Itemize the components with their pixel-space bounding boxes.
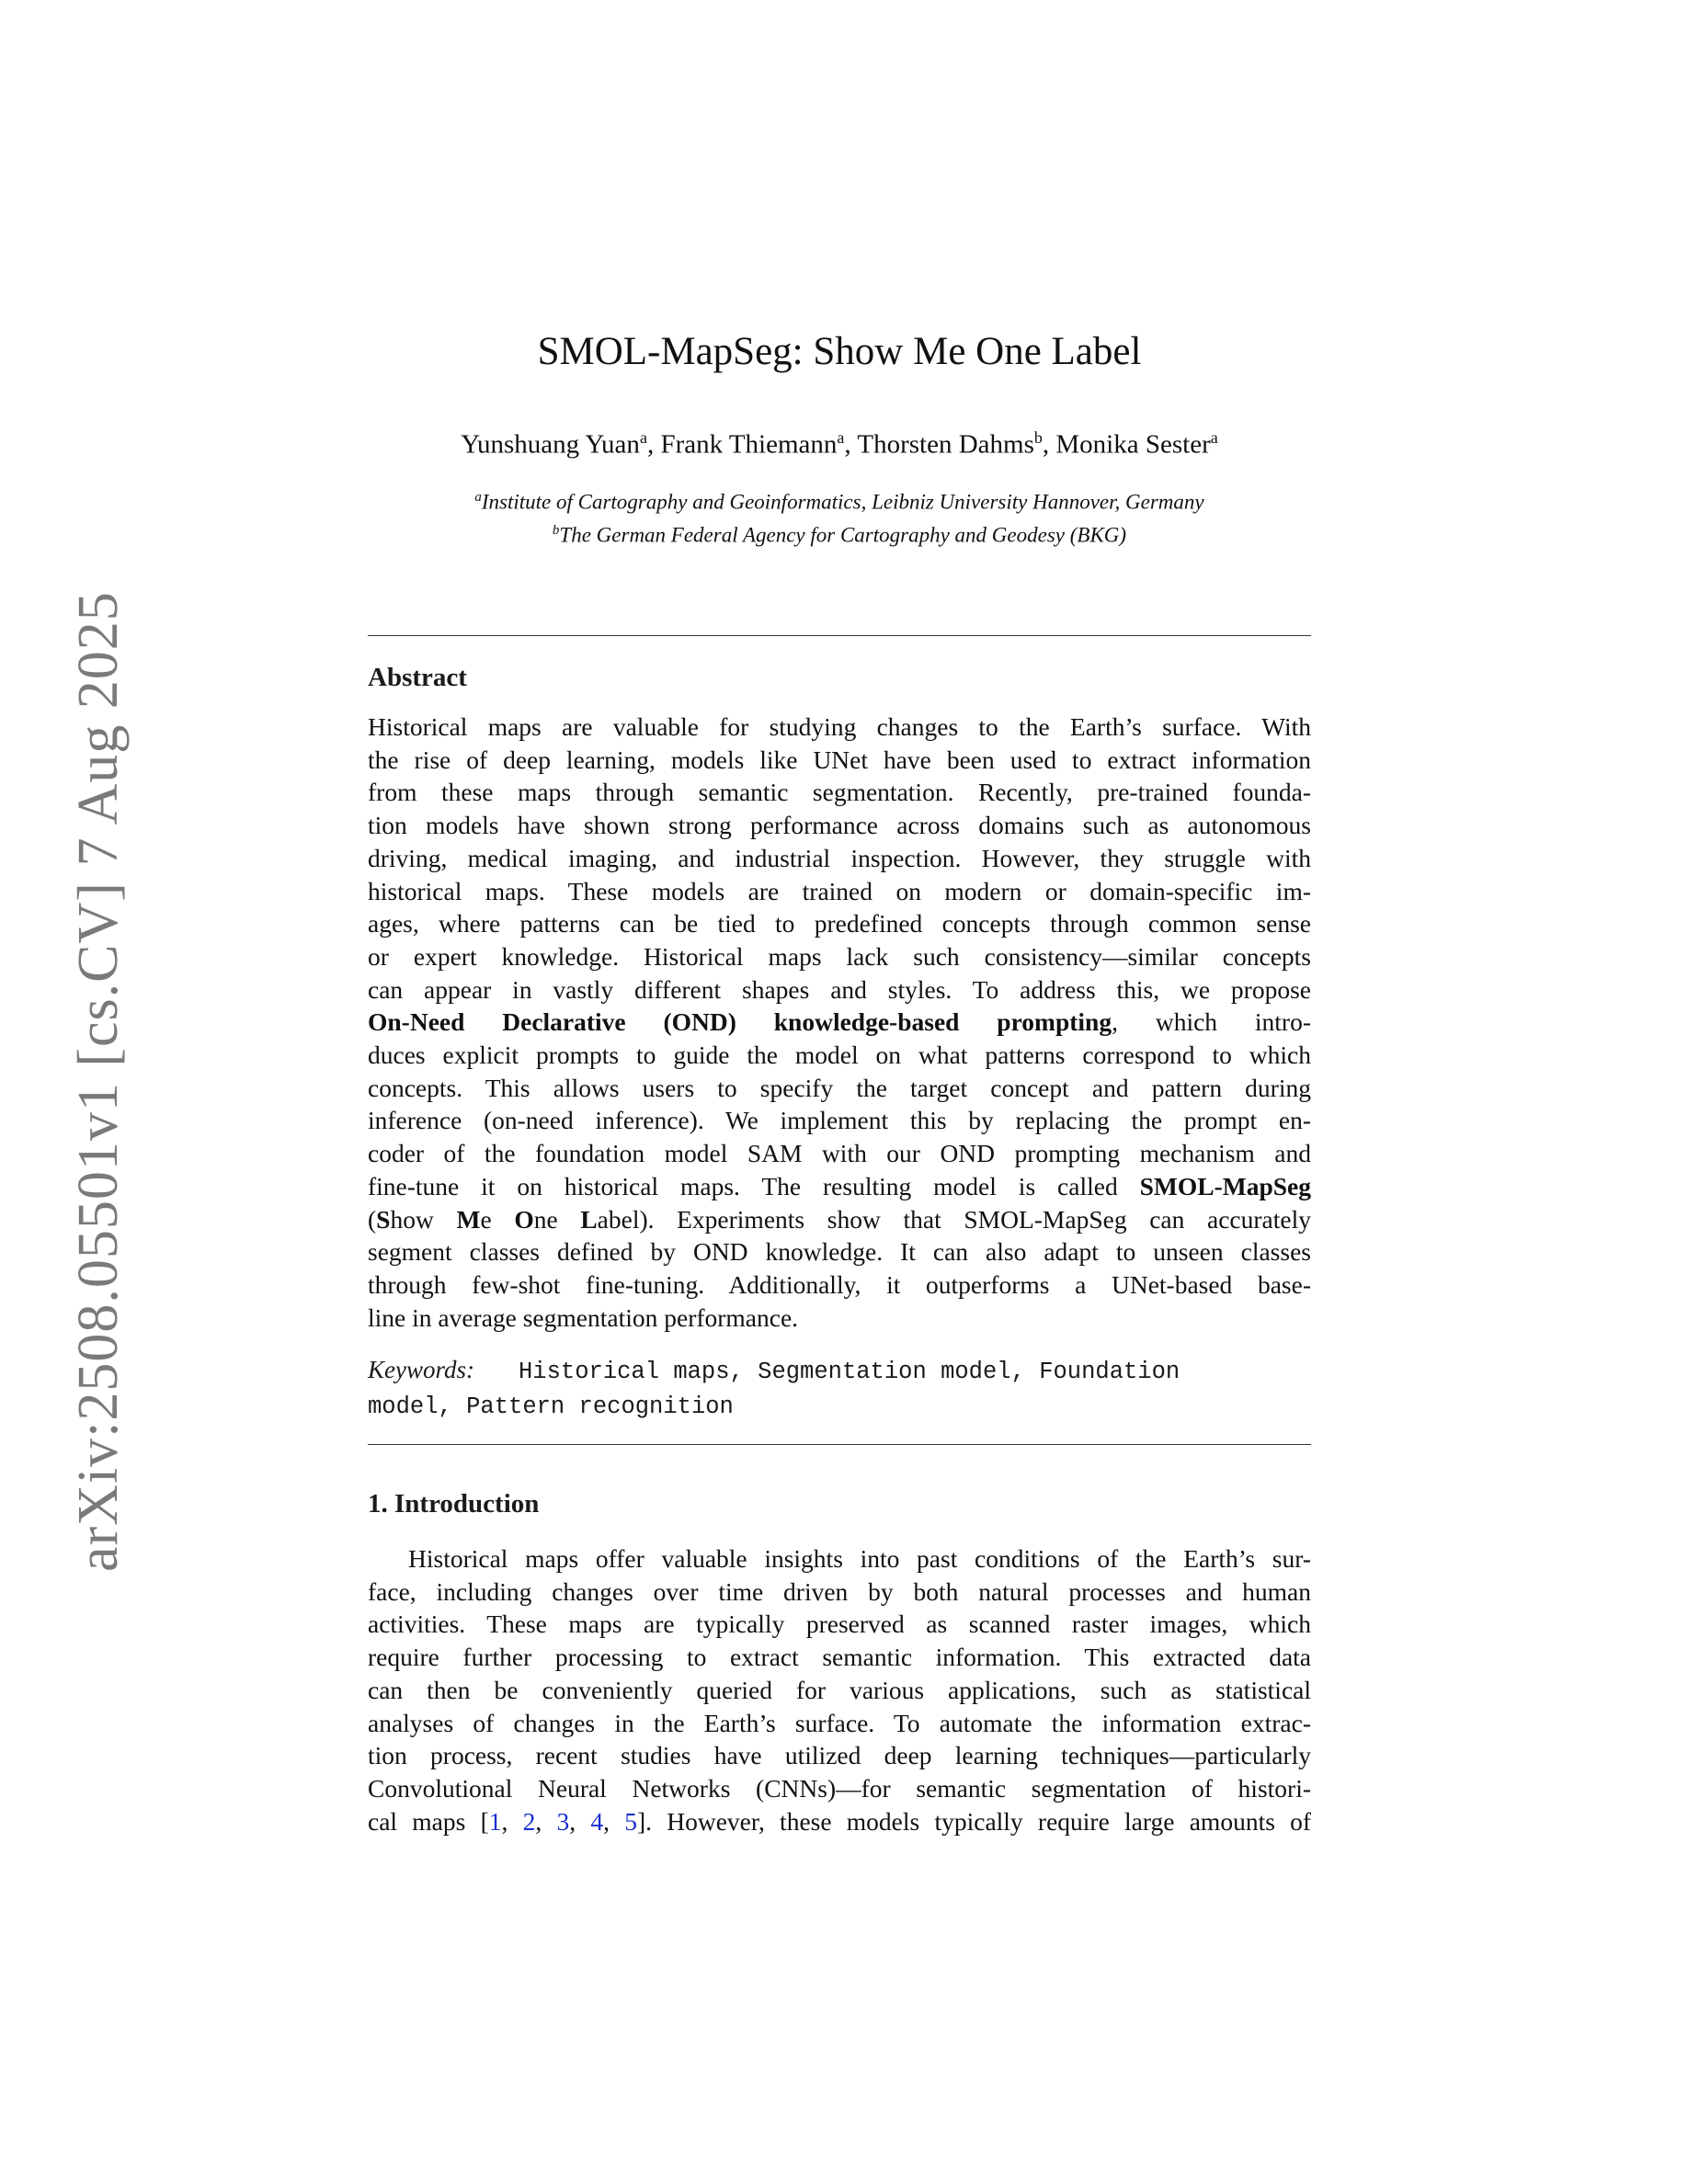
author-name: Monika Sester bbox=[1055, 429, 1211, 460]
emphasis-text: M bbox=[456, 1204, 481, 1234]
abstract-bottom-rule bbox=[368, 1444, 1311, 1445]
text-line: driving, medical imaging, and industrial inspection. However, they struggle with bbox=[368, 843, 1311, 872]
citation-link[interactable]: 2 bbox=[522, 1806, 536, 1836]
arxiv-identifier-stamp: arXiv:2508.05501v1 [cs.CV] 7 Aug 2025 bbox=[67, 591, 130, 1572]
emphasis-text: SMOL-MapSeg bbox=[1139, 1171, 1311, 1200]
abstract-body bbox=[368, 711, 1311, 1334]
author-affiliation-mark: a bbox=[1210, 428, 1218, 447]
text-line: activities. These maps are typically preserved as scanned raster images, which bbox=[368, 1610, 1311, 1639]
affiliations bbox=[368, 483, 1311, 549]
text-line: from these maps through semantic segmentation. Recently, pre-trained founda- bbox=[368, 778, 1311, 807]
text-line: the rise of deep learning, models like UNet have been used to extract information bbox=[368, 745, 1311, 774]
text-line: coder of the foundation model SAM with our OND prompting mechanism and bbox=[368, 1139, 1311, 1168]
text-line: require further processing to extract semantic information. This extracted data bbox=[368, 1643, 1311, 1672]
emphasis-text: L bbox=[580, 1204, 598, 1234]
text-line: segment classes defined by OND knowledge. It can also adapt to unseen classes bbox=[368, 1237, 1311, 1267]
text-line: (Show Me One Label). Experiments show that SMOL-MapSeg can accurately bbox=[368, 1204, 1311, 1234]
affiliation-text: The German Federal Agency for Cartography and Geodesy (BKG) bbox=[559, 523, 1127, 547]
affiliation-line bbox=[368, 517, 1311, 550]
section-heading-introduction: 1. Introduction bbox=[368, 1489, 540, 1519]
keywords bbox=[368, 1353, 1311, 1424]
affiliation-line bbox=[368, 483, 1311, 517]
author-name: Yunshuang Yuan bbox=[461, 429, 640, 460]
text-line: Convolutional Neural Networks (CNNs)—for semantic segmentation of histori- bbox=[368, 1773, 1311, 1803]
author-affiliation-mark: b bbox=[1033, 428, 1043, 447]
affiliation-text: Institute of Cartography and Geoinformatics, Leibniz University Hannover, Germany bbox=[481, 490, 1204, 514]
text-line: inference (on-need inference). We implement this by replacing the prompt en- bbox=[368, 1106, 1311, 1135]
keywords-line-1 bbox=[368, 1353, 1311, 1389]
text-line: cal maps [1, 2, 3, 4, 5]. However, these models typically require large amounts of bbox=[368, 1806, 1312, 1836]
author-list: Yunshuang Yuan$^a$, Frank Thiemann$^a$, Thorsten Dahms$^b$, Monika Sester$^a$ bbox=[461, 428, 1218, 460]
emphasis-text: O bbox=[514, 1204, 534, 1234]
text-line: tion process, recent studies have utilized deep learning techniques—particularly bbox=[368, 1741, 1311, 1770]
text-line: historical maps. These models are trained on modern or domain-specific im- bbox=[368, 876, 1311, 905]
text-line: can then be conveniently queried for various applications, such as statistical bbox=[368, 1675, 1311, 1704]
text-line: duces explicit prompts to guide the model on what patterns correspond to which bbox=[368, 1041, 1311, 1070]
author-affiliation-mark: a bbox=[837, 428, 845, 447]
text-line: Historical maps offer valuable insights into past conditions of the Earth’s sur- bbox=[408, 1544, 1311, 1573]
citation-link[interactable]: 4 bbox=[590, 1806, 604, 1836]
citation-link[interactable]: 1 bbox=[488, 1806, 502, 1836]
text-line: ages, where patterns can be tied to predefined concepts through common sense bbox=[368, 909, 1311, 938]
abstract-top-rule bbox=[368, 635, 1311, 636]
emphasis-text: S bbox=[376, 1204, 391, 1234]
text-line: On-Need Declarative (OND) knowledge-based prompting, which intro- bbox=[368, 1007, 1311, 1037]
abstract-heading: Abstract bbox=[368, 663, 467, 692]
keywords-text-1: Historical maps, Segmentation model, Foundation bbox=[519, 1359, 1180, 1385]
keywords-line-2 bbox=[368, 1389, 1311, 1424]
keywords-label: Keywords: bbox=[368, 1356, 474, 1383]
text-line: concepts. This allows users to specify the target concept and pattern during bbox=[368, 1073, 1311, 1102]
affiliation-mark: a bbox=[474, 490, 482, 505]
author-name: Frank Thiemann bbox=[660, 429, 838, 460]
text-line: line in average segmentation performance. bbox=[368, 1302, 799, 1332]
affiliation-mark: b bbox=[552, 522, 560, 538]
text-line: Historical maps are valuable for studying changes to the Earth’s surface. With bbox=[368, 712, 1311, 741]
text-line: or expert knowledge. Historical maps lack such consistency—similar concepts bbox=[368, 941, 1311, 971]
author-name: Thorsten Dahms bbox=[857, 429, 1034, 460]
text-line: tion models have shown strong performance across domains such as autonomous bbox=[368, 811, 1311, 840]
text-line: can appear in vastly different shapes and styles. To address this, we propose bbox=[368, 974, 1311, 1004]
text-line: face, including changes over time driven by both natural processes and human bbox=[368, 1576, 1311, 1606]
citation-link[interactable]: 5 bbox=[624, 1806, 637, 1836]
keywords-text-2: model, Pattern recognition bbox=[368, 1393, 734, 1420]
emphasis-text: On-Need Declarative (OND) knowledge-based prompting bbox=[368, 1007, 1112, 1037]
text-line: analyses of changes in the Earth’s surface. To automate the information extrac- bbox=[368, 1708, 1311, 1737]
author-affiliation-mark: a bbox=[639, 428, 647, 447]
paper-title: SMOL-MapSeg: Show Me One Label bbox=[537, 330, 1142, 373]
text-line: through few-shot fine-tuning. Additionally, it outperforms a UNet-based base- bbox=[368, 1269, 1311, 1299]
text-line: fine-tune it on historical maps. The resulting model is called SMOL-MapSeg bbox=[368, 1171, 1311, 1200]
introduction-body bbox=[368, 1542, 1311, 1837]
citation-link[interactable]: 3 bbox=[556, 1806, 570, 1836]
